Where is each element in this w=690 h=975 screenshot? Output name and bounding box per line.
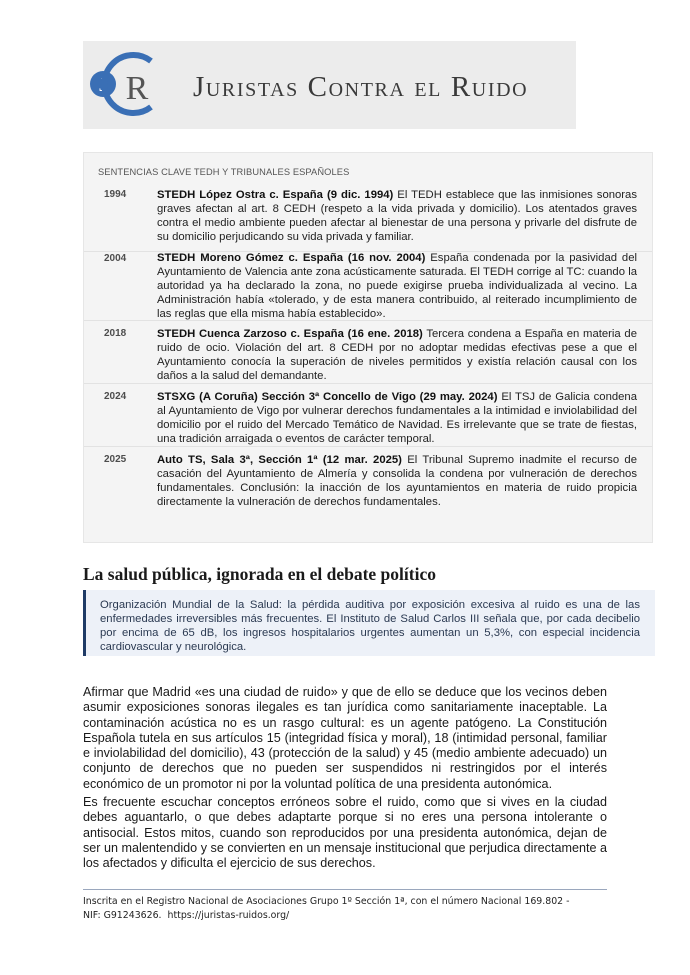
timeline-item xyxy=(84,328,652,384)
timeline-text xyxy=(157,327,637,383)
logo-letter-c: C xyxy=(123,58,125,60)
jcr-logo xyxy=(89,47,169,121)
case-title: STEDH López Ostra c. España (9 dic. 1994) xyxy=(157,189,394,201)
case-title: STEDH Cuenca Zarzoso c. España (16 ene. 2018) xyxy=(157,328,423,340)
logo-letter-r: R xyxy=(125,70,149,107)
timeline-item xyxy=(84,252,652,321)
header-banner xyxy=(83,41,576,129)
timeline-year: 2018 xyxy=(104,328,127,339)
footer-divider xyxy=(83,889,607,890)
case-summary: España condenada por la pasividad del Ayuntamiento de Valencia ante zona acústicamente saturada. El TEDH corrige al TC: cuando la autoridad ya ha declarado la zona, no puede exigirse prueba individualizada al vecino. La Administración había «tolerado, y de esta manera contribuido, al reiterado incumplimiento de las reglas que ella misma había establecido». xyxy=(157,252,637,320)
timeline-item xyxy=(84,454,652,509)
website-link[interactable]: https://juristas-ruidos.org/ xyxy=(167,910,290,921)
timeline-item xyxy=(84,189,652,252)
timeline-item xyxy=(84,391,652,447)
case-timeline xyxy=(83,152,653,543)
timeline-year: 2004 xyxy=(104,253,127,264)
case-title: Auto TS, Sala 3ª, Sección 1ª (12 mar. 2025) xyxy=(157,454,402,466)
timeline-text xyxy=(157,453,637,509)
case-summary: El TEDH establece que las inmisiones sonoras graves afectan al art. 8 CEDH (respeto a la vida privada y domicilio). Los atentados graves contra el medio ambiente pueden afectar al bienestar de una persona y privarle del disfrute de su domicilio perjudicando su vida privada y familiar. xyxy=(157,189,637,243)
logo-letter-j: J xyxy=(99,74,107,96)
body-paragraph: Afirmar que Madrid «es una ciudad de ruido» y que de ello se deduce que los vecinos deben asumir exposiciones sonoras ilegales es tan jurídica como sanitariamente inaceptable. La contaminación acústica no es un rasgo cultural: es un agente patógeno. La Constitución Española tutela en sus artículos 15 (integridad física y moral), 18 (intimidad personal, familiar e inviolabilidad del domicilio), 43 (protección de la salud) y 45 (medio ambiente adecuado) un conjunto de derechos que no pueden ser suspendidos ni restringidos por el interés económico de un promotor ni por la voluntad política de una presidenta autonómica. xyxy=(83,685,607,791)
brand-name: Juristas Contra el Ruido xyxy=(193,71,529,103)
timeline-text xyxy=(157,251,637,321)
registry-line: Inscrita en el Registro Nacional de Asociaciones Grupo 1º Sección 1ª, con el número Nacional 169.802 - xyxy=(83,896,570,907)
nif: NIF: G91243626. xyxy=(83,910,162,921)
case-title: STEDH Moreno Gómez c. España (16 nov. 2004) xyxy=(157,252,426,264)
case-title: STSXG (A Coruña) Sección 3ª Concello de Vigo (29 may. 2024) xyxy=(157,391,498,403)
timeline-year: 2024 xyxy=(104,391,127,402)
case-summary: El TSJ de Galicia condena al Ayuntamiento de Vigo por vulnerar derechos fundamentales a la intimidad e inviolabilidad del domicilio por el ruido del Mercado Temático de Navidad. Es irrelevante que se trate de fiestas, una tradición arraigada o eventos de carácter temporal. xyxy=(157,391,638,445)
timeline-heading: SENTENCIAS CLAVE TEDH Y TRIBUNALES ESPAÑOLES xyxy=(98,167,350,177)
who-quote-box xyxy=(83,590,655,656)
timeline-text xyxy=(157,188,637,244)
section-title: La salud pública, ignorada en el debate político xyxy=(83,564,436,584)
timeline-year: 1994 xyxy=(104,189,127,200)
timeline-text xyxy=(157,390,637,446)
body-paragraph: Es frecuente escuchar conceptos erróneos sobre el ruido, como que si vives en la ciudad debes aguantarlo, o que debes adaptarte porque si no eres una persona intolerante o antisocial. Estos mitos, cuando son reproducidos por una presidenta autonómica, dejan de ser un malentendido y se convierten en un mensaje institucional que perjudica directamente a los afectados y dificulta el ejercicio de sus derechos. xyxy=(83,795,607,871)
timeline-year: 2025 xyxy=(104,454,127,465)
footer xyxy=(83,895,613,923)
footer-second-line xyxy=(83,909,613,923)
case-summary: Tercera condena a España en materia de ruido de ocio. Violación del art. 8 CEDH por no adoptar medidas efectivas pese a que el Ayuntamiento conocía la superación de niveles permitidos y existía relación causal con los daños a la salud del demandante. xyxy=(157,328,637,382)
quote-text: Organización Mundial de la Salud: la pérdida auditiva por exposición excesiva al ruido es una de las enfermedades irreversibles más frecuentes. El Instituto de Salud Carlos III señala que, por cada decibelio por encima de 65 dB, los ingresos hospitalarios urgentes aumentan un 5,3%, con especial incidencia cardiovascular y neurológica. xyxy=(100,599,640,653)
case-summary: El Tribunal Supremo inadmite el recurso de casación del Ayuntamiento de Almería y consolida la condena por vulneración de derechos fundamentales. Conclusión: la inacción de los ayuntamientos en materia de ruido propicia directamente la vulneración de derechos fundamentales. xyxy=(157,454,637,508)
